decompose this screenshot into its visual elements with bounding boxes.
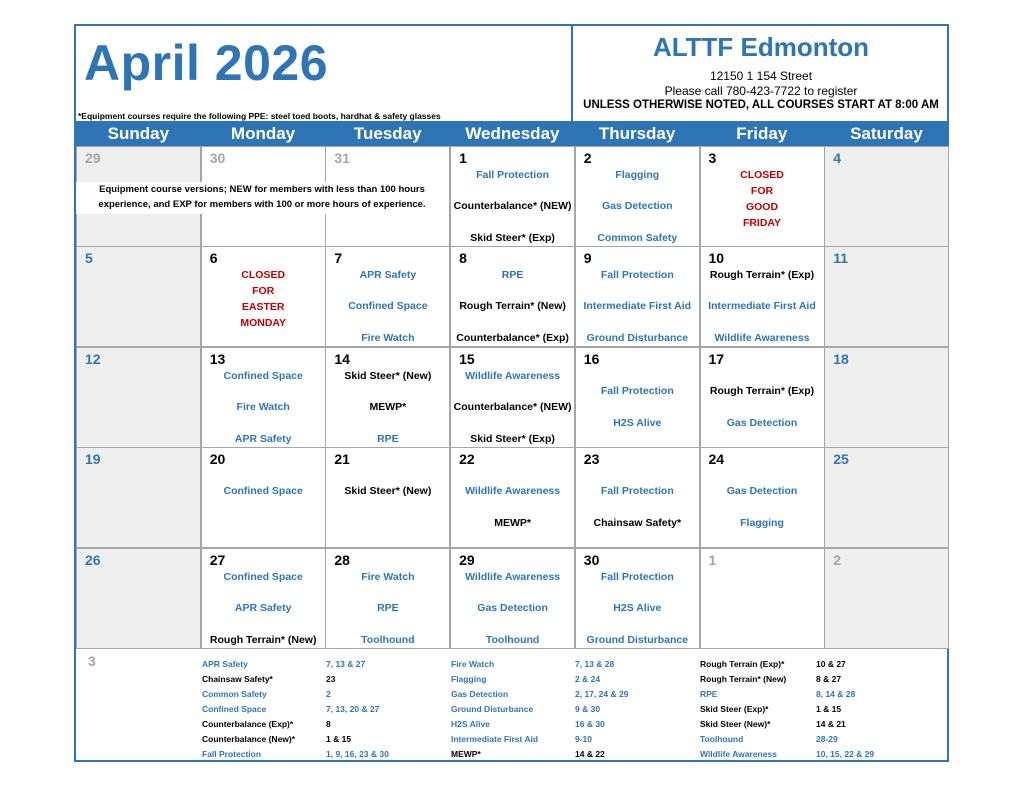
- day-cell: [76, 347, 201, 448]
- calendar-frame: [74, 24, 949, 762]
- course-entry: Common Safety: [597, 232, 678, 244]
- legend-dates: 9-10: [575, 734, 593, 744]
- day-cell: [575, 347, 700, 448]
- version-note-line: experience, and EXP for members with 100 or more hours of experience.: [98, 199, 426, 210]
- closed-notice: CLOSED: [740, 169, 784, 181]
- course-entry: Wildlife Awareness: [465, 485, 561, 498]
- course-entry: Fall Protection: [600, 269, 674, 282]
- day-number: 8: [459, 250, 467, 267]
- org-name: ALTTF Edmonton: [652, 32, 870, 62]
- day-number: 31: [334, 150, 350, 166]
- calendar-grid: [76, 146, 949, 648]
- day-number: 6: [209, 250, 218, 267]
- course-entry: Confined Space: [348, 300, 428, 313]
- day-cell: [201, 548, 326, 649]
- day-cell: [700, 246, 825, 347]
- day-cell: [325, 246, 450, 347]
- day-cell: [824, 246, 949, 347]
- day-number: 17: [708, 350, 725, 367]
- weekday-friday: Friday: [736, 124, 788, 143]
- day-number: 12: [85, 350, 101, 367]
- legend-dates: 7, 13, 20 & 27: [326, 704, 380, 714]
- legend-course: H2S Alive: [451, 719, 490, 729]
- day-cell: [450, 146, 575, 247]
- course-entry: Fire Watch: [361, 332, 415, 345]
- course-entry: Rough Terrain* (New): [459, 300, 566, 313]
- legend-course: Intermediate First Aid: [451, 734, 539, 744]
- legend-course: Skid Steer (Exp)*: [700, 704, 769, 714]
- day-number: 19: [85, 451, 101, 468]
- closed-notice: FOR: [750, 185, 774, 197]
- weekday-tuesday: Tuesday: [353, 124, 422, 143]
- day-cell: [824, 548, 949, 649]
- course-entry: APR Safety: [234, 432, 292, 445]
- org-notice: UNLESS OTHERWISE NOTED, ALL COURSES START AT 8:00 AM: [583, 99, 939, 111]
- legend-course: Skid Steer (New)*: [700, 719, 771, 729]
- legend-dates: 23: [326, 674, 336, 684]
- day-cell: [824, 146, 949, 247]
- day-cell: [76, 447, 201, 548]
- day-number: 1: [459, 150, 467, 166]
- course-entry: RPE: [501, 269, 524, 282]
- legend-dates: 14 & 22: [575, 749, 605, 759]
- course-entry: Fall Protection: [476, 169, 550, 181]
- day-cell: [450, 246, 575, 347]
- legend-course: Flagging: [451, 674, 487, 684]
- day-number: 27: [209, 551, 226, 568]
- course-entry: Confined Space: [223, 485, 303, 498]
- legend-dates: 1 & 15: [326, 734, 352, 744]
- course-entry: MEWP*: [494, 517, 531, 530]
- legend-dates: 2 & 24: [575, 674, 601, 684]
- course-entry: Rough Terrain* (New): [209, 633, 317, 646]
- month-title: April 2026: [84, 35, 329, 91]
- course-entry: Fall Protection: [600, 384, 674, 397]
- weekday-saturday: Saturday: [850, 124, 923, 143]
- course-entry: Gas Detection: [601, 200, 673, 212]
- legend-course: Toolhound: [700, 734, 744, 744]
- course-entry: Chainsaw Safety*: [593, 517, 682, 530]
- day-number: 15: [459, 350, 475, 367]
- legend-course: Fall Protection: [202, 749, 262, 759]
- day-number: 9: [583, 250, 592, 267]
- course-entry: Intermediate First Aid: [583, 300, 692, 313]
- day-number: 22: [459, 451, 475, 468]
- legend-course: Wildlife Awareness: [700, 749, 777, 759]
- course-entry: Flagging: [615, 169, 660, 181]
- day-number: 7: [334, 250, 343, 267]
- day-number: 25: [833, 451, 849, 468]
- course-entry: Fire Watch: [236, 400, 290, 413]
- org-phone: Please call 780-423-7722 to register: [664, 84, 858, 98]
- day-number: 29: [459, 551, 475, 568]
- day-number: 28: [334, 551, 350, 568]
- legend-dates: 7, 13 & 27: [326, 659, 366, 669]
- legend-dates: 7, 13 & 28: [575, 659, 615, 669]
- weekday-monday: Monday: [230, 124, 296, 143]
- day-cell: [575, 146, 700, 247]
- course-entry: Gas Detection: [726, 485, 798, 498]
- course-entry: Intermediate First Aid: [708, 300, 816, 313]
- day-cell: [325, 347, 450, 448]
- header-left: [76, 26, 573, 121]
- day-cell: [325, 447, 450, 548]
- legend-dates: 14 & 21: [816, 719, 846, 729]
- course-entry: RPE: [377, 432, 399, 445]
- day-number: 2: [583, 150, 592, 166]
- closed-notice: CLOSED: [241, 269, 286, 282]
- day-cell: [824, 347, 949, 448]
- day-cell: [700, 447, 825, 548]
- course-entry: Confined Space: [223, 570, 303, 583]
- legend-day-number: 3: [88, 653, 96, 669]
- legend-course: Ground Disturbance: [451, 704, 534, 714]
- legend-course: Counterbalance (Exp)*: [202, 719, 294, 729]
- day-number: 29: [85, 150, 101, 166]
- legend-course: MEWP*: [451, 749, 481, 759]
- legend-dates: 1, 9, 16, 23 & 30: [326, 749, 389, 759]
- course-entry: Skid Steer* (Exp): [470, 232, 555, 244]
- day-number: 5: [85, 250, 93, 267]
- course-entry: Fall Protection: [600, 485, 674, 498]
- day-number: 1: [708, 551, 717, 568]
- course-entry: Skid Steer* (New): [344, 485, 432, 498]
- day-number: 21: [334, 451, 350, 468]
- closed-notice: GOOD: [745, 201, 779, 213]
- legend-dates: 2: [326, 689, 331, 699]
- ppe-note: *Equipment courses require the following PPE: steel toed boots, hardhat & safety glasses: [78, 111, 441, 121]
- weekday-thursday: Thursday: [598, 124, 676, 143]
- day-cell: [76, 246, 201, 347]
- weekday-bar: [76, 121, 949, 146]
- day-cell: [824, 447, 949, 548]
- course-entry: Ground Disturbance: [586, 332, 689, 345]
- weekday-wednesday: Wednesday: [465, 124, 560, 143]
- weekday-sunday: Sunday: [107, 124, 170, 143]
- course-entry: APR Safety: [234, 601, 292, 614]
- day-number: 30: [583, 551, 600, 568]
- course-legend: [76, 648, 949, 762]
- day-cell: [700, 548, 825, 649]
- org-address: 12150 1 154 Street: [709, 69, 813, 83]
- legend-dates: 8: [326, 719, 331, 729]
- day-cell: [201, 447, 326, 548]
- course-entry: Toolhound: [361, 633, 415, 646]
- course-entry: Confined Space: [223, 369, 303, 382]
- day-cell: [325, 548, 450, 649]
- legend-course: Fire Watch: [451, 659, 495, 669]
- day-number: 10: [708, 250, 725, 267]
- course-entry: H2S Alive: [613, 601, 662, 614]
- day-number: 3: [708, 150, 717, 166]
- legend-course: Counterbalance (New)*: [202, 734, 296, 744]
- closed-notice: FOR: [252, 285, 275, 298]
- legend-course: Rough Terrain (Exp)*: [700, 659, 785, 669]
- closed-notice: EASTER: [241, 301, 285, 314]
- legend-dates: 10 & 27: [816, 659, 846, 669]
- day-number: 11: [833, 250, 848, 267]
- day-cell: [76, 548, 201, 649]
- course-entry: Rough Terrain* (Exp): [709, 384, 815, 397]
- legend-dates: 28-29: [816, 734, 838, 744]
- course-entry: Wildlife Awareness: [714, 332, 810, 345]
- course-entry: Flagging: [740, 517, 784, 530]
- legend-course: Rough Terrain* (New): [700, 674, 787, 684]
- course-entry: APR Safety: [359, 269, 417, 282]
- legend-course: Gas Detection: [451, 689, 509, 699]
- course-entry: MEWP*: [369, 400, 407, 413]
- day-cell: [450, 548, 575, 649]
- day-number: 4: [833, 150, 841, 166]
- day-cell: [201, 246, 326, 347]
- day-cell: [450, 347, 575, 448]
- legend-dates: 8, 14 & 28: [816, 689, 856, 699]
- course-entry: Toolhound: [485, 633, 540, 646]
- legend-course: Chainsaw Safety*: [202, 674, 273, 684]
- day-cell: [575, 548, 700, 649]
- day-cell: [450, 447, 575, 548]
- legend-course: Confined Space: [202, 704, 267, 714]
- version-note-line: Equipment course versions; NEW for members with less than 100 hours: [99, 184, 425, 195]
- day-number: 23: [583, 451, 600, 468]
- course-entry: Wildlife Awareness: [465, 369, 561, 382]
- day-number: 20: [209, 451, 226, 468]
- legend-course: APR Safety: [202, 659, 248, 669]
- course-entry: Ground Disturbance: [586, 633, 689, 646]
- legend-course: Common Safety: [202, 689, 267, 699]
- course-entry: Skid Steer* (Exp): [470, 432, 555, 445]
- legend-dates: 10, 15, 22 & 29: [816, 749, 875, 759]
- day-number: 24: [708, 451, 725, 468]
- day-cell: [700, 347, 825, 448]
- day-number: 18: [833, 350, 849, 367]
- course-entry: Gas Detection: [726, 416, 798, 429]
- legend-dates: 2, 17, 24 & 29: [575, 689, 629, 699]
- version-note: [76, 182, 448, 214]
- day-number: 2: [833, 551, 841, 568]
- day-number: 14: [334, 350, 350, 367]
- course-entry: Skid Steer* (New): [344, 369, 432, 382]
- day-cell: [201, 347, 326, 448]
- course-entry: RPE: [377, 601, 399, 614]
- legend-dates: 9 & 30: [575, 704, 601, 714]
- course-entry: Fire Watch: [361, 570, 415, 583]
- course-entry: Fall Protection: [600, 570, 674, 583]
- course-entry: Counterbalance* (NEW): [453, 200, 572, 212]
- day-number: 13: [209, 350, 226, 367]
- header-right: [573, 26, 949, 121]
- legend-dates: 1 & 15: [816, 704, 842, 714]
- course-entry: Counterbalance* (NEW): [453, 400, 572, 413]
- closed-notice: FRIDAY: [742, 217, 782, 229]
- legend-dates: 16 & 30: [575, 719, 605, 729]
- day-number: 30: [209, 150, 226, 166]
- day-cell: [575, 246, 700, 347]
- day-number: 26: [85, 551, 101, 568]
- course-entry: H2S Alive: [613, 416, 662, 429]
- legend-course: RPE: [700, 689, 718, 699]
- course-entry: Counterbalance* (Exp): [456, 332, 569, 345]
- legend-dates: 8 & 27: [816, 674, 842, 684]
- day-number: 16: [583, 350, 600, 367]
- course-entry: Gas Detection: [477, 601, 548, 614]
- course-entry: Rough Terrain* (Exp): [709, 269, 815, 282]
- day-cell: [575, 447, 700, 548]
- day-cell: [700, 146, 825, 247]
- closed-notice: MONDAY: [240, 317, 287, 330]
- course-entry: Wildlife Awareness: [465, 570, 561, 583]
